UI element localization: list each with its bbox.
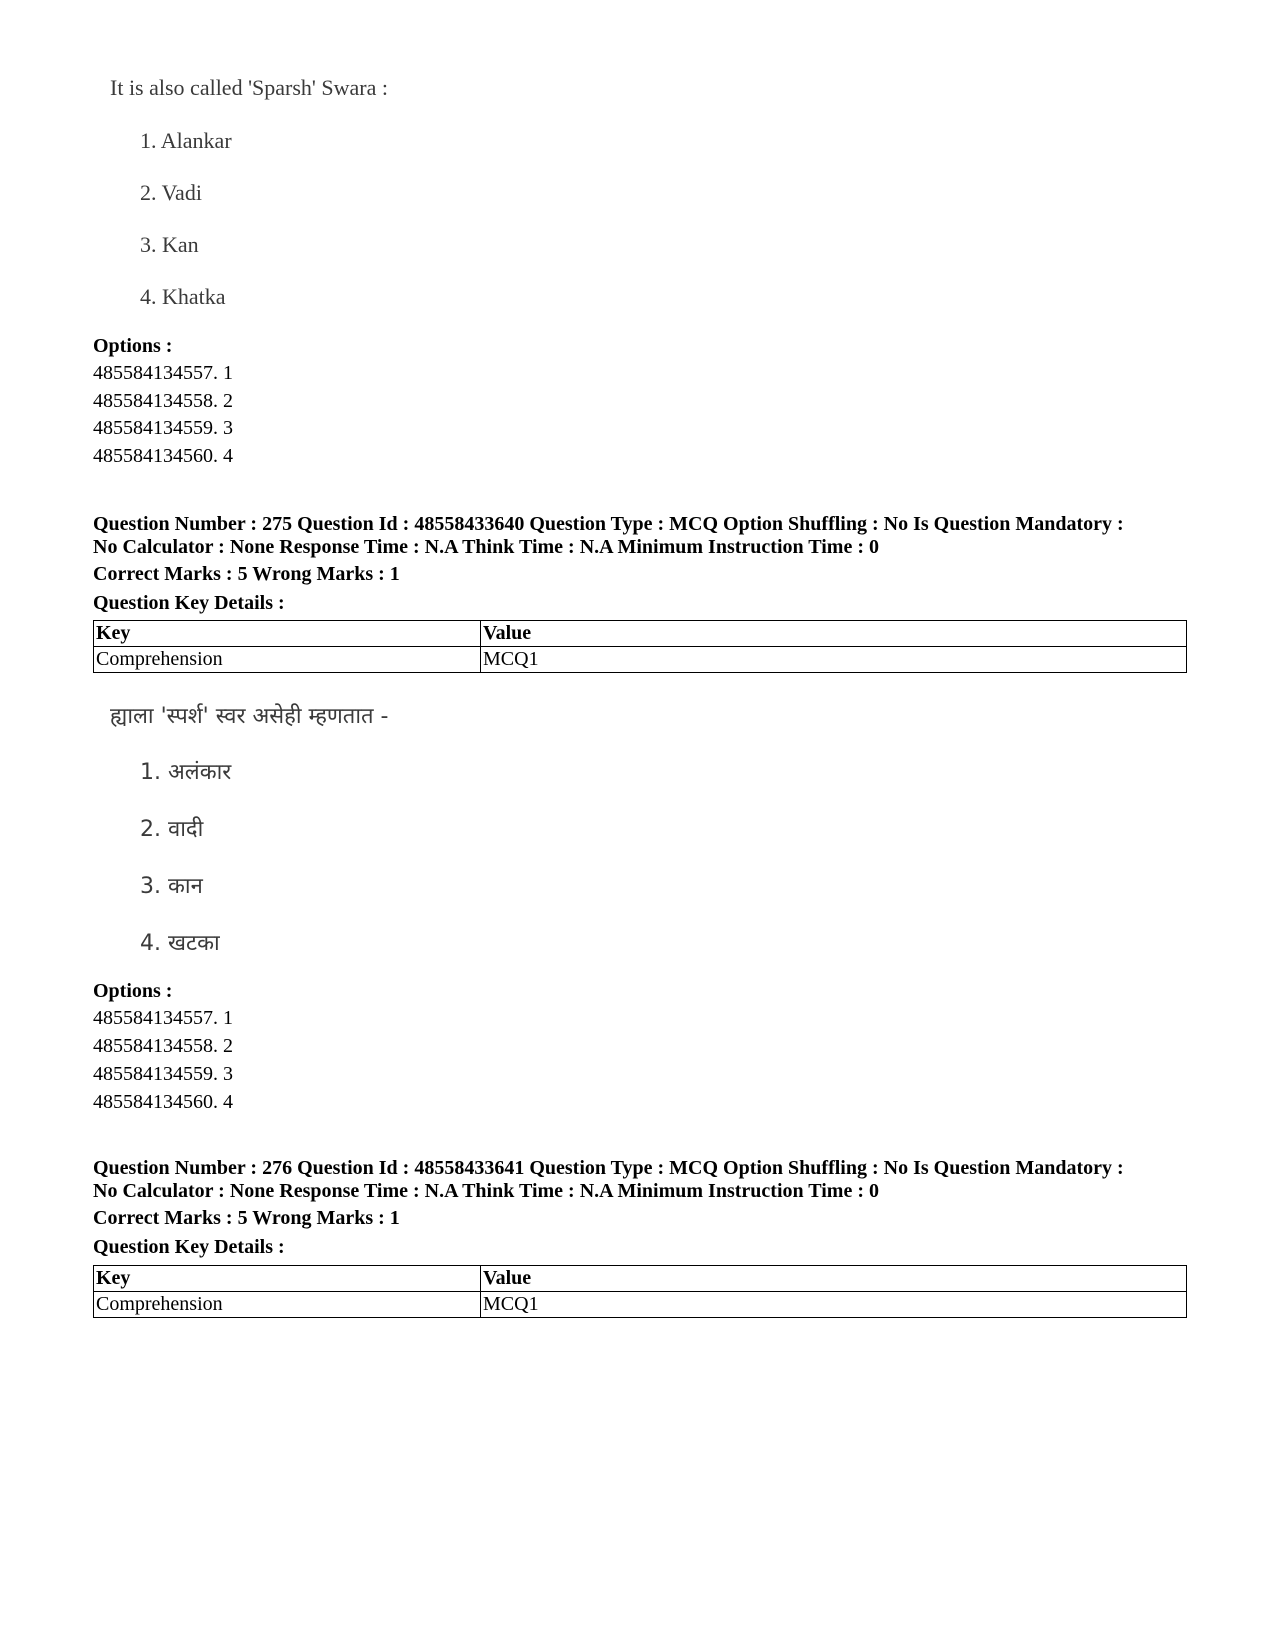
- question-stem-english: It is also called 'Sparsh' Swara :: [110, 75, 388, 100]
- table-header-key: Key: [94, 621, 481, 647]
- choice-marathi-1: 1. अलंकार: [140, 760, 232, 785]
- option-item: 485584134557. 1: [93, 1007, 233, 1029]
- question-meta-line1: Question Number : 276 Question Id : 48558433641 Question Type : MCQ Option Shuffling : No Is Question Mandatory :: [93, 1157, 1124, 1179]
- option-item: 485584134560. 4: [93, 445, 233, 467]
- choice-english-1: 1. Alankar: [140, 128, 232, 153]
- table-row: [94, 647, 1187, 673]
- choice-marathi-2: 2. वादी: [140, 817, 204, 842]
- choice-marathi-3: 3. कान: [140, 874, 203, 899]
- option-item: 485584134557. 1: [93, 362, 233, 384]
- choice-english-4: 4. Khatka: [140, 284, 226, 309]
- choice-marathi-4: 4. खटका: [140, 931, 220, 956]
- key-details-table: [93, 1265, 1187, 1318]
- table-header-key: Key: [94, 1266, 481, 1292]
- option-item: 485584134558. 2: [93, 390, 233, 412]
- table-cell-value: MCQ1: [481, 647, 1187, 673]
- option-item: 485584134559. 3: [93, 1063, 233, 1085]
- key-details-heading: Question Key Details :: [93, 1236, 285, 1258]
- choice-english-3: 3. Kan: [140, 232, 199, 257]
- question-meta-line2: No Calculator : None Response Time : N.A Think Time : N.A Minimum Instruction Time : 0: [93, 1180, 879, 1202]
- question-meta-line1: Question Number : 275 Question Id : 48558433640 Question Type : MCQ Option Shuffling : No Is Question Mandatory :: [93, 513, 1124, 535]
- option-item: 485584134559. 3: [93, 417, 233, 439]
- question-marks: Correct Marks : 5 Wrong Marks : 1: [93, 563, 400, 585]
- key-details-table: [93, 620, 1187, 673]
- question-marks: Correct Marks : 5 Wrong Marks : 1: [93, 1207, 400, 1229]
- table-row: [94, 1292, 1187, 1318]
- table-header-value: Value: [481, 1266, 1187, 1292]
- option-item: 485584134560. 4: [93, 1091, 233, 1113]
- table-header-row: [94, 621, 1187, 647]
- table-cell-key: Comprehension: [94, 647, 481, 673]
- table-header-value: Value: [481, 621, 1187, 647]
- table-header-row: [94, 1266, 1187, 1292]
- options-heading: Options :: [93, 335, 173, 357]
- options-heading: Options :: [93, 980, 173, 1002]
- question-meta-line2: No Calculator : None Response Time : N.A Think Time : N.A Minimum Instruction Time : 0: [93, 536, 879, 558]
- choice-english-2: 2. Vadi: [140, 180, 202, 205]
- key-details-heading: Question Key Details :: [93, 592, 285, 614]
- table-cell-value: MCQ1: [481, 1292, 1187, 1318]
- question-stem-marathi: ह्याला 'स्पर्श' स्वर असेही म्हणतात -: [110, 704, 389, 729]
- table-cell-key: Comprehension: [94, 1292, 481, 1318]
- option-item: 485584134558. 2: [93, 1035, 233, 1057]
